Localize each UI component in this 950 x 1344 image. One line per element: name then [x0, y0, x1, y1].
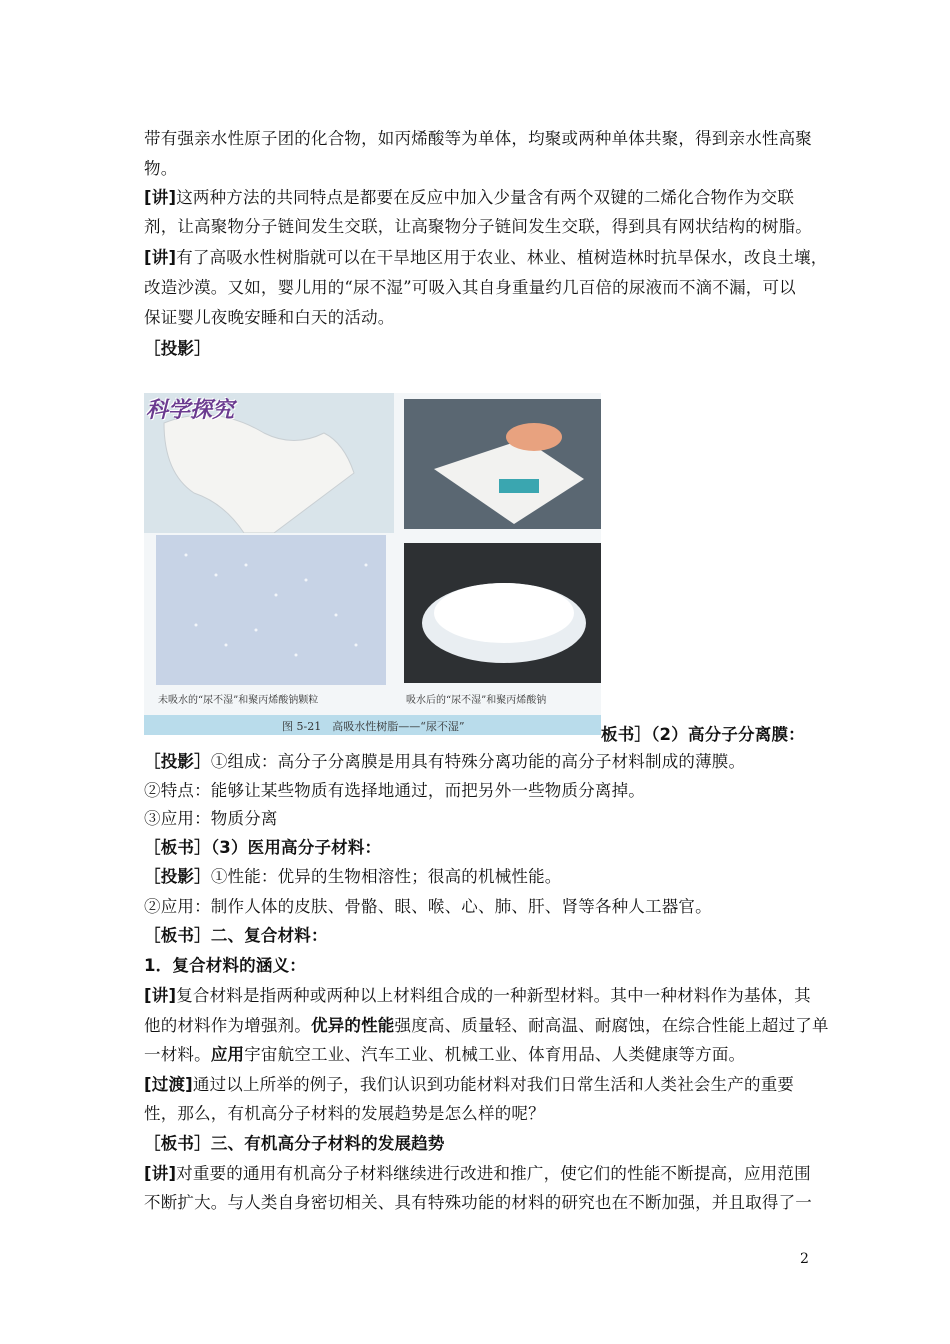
paragraph-touying-1 [144, 751, 745, 773]
text: ①组成：高分子分离膜是用具有特殊分离功能的高分子材料制成的薄膜。 [210, 752, 746, 771]
paragraph-jiang-1 [144, 187, 794, 209]
photo-dry-granules [156, 535, 386, 685]
text: 对重要的通用有机高分子材料继续进行改进和推广，使它们的性能不断提高，应用范围 [176, 1164, 811, 1183]
paragraph-guodu [144, 1074, 794, 1096]
text: 复合材料是指两种或两种以上材料组合成的一种新型材料。其中一种材料作为基体，其 [176, 986, 811, 1005]
text-line: 不断扩大。与人类自身密切相关、具有特殊功能的材料的研究也在不断加强，并且取得了一 [144, 1193, 812, 1212]
tag-jiang: [讲] [144, 986, 177, 1005]
paragraph-touying-2 [144, 866, 562, 888]
figure-caption: 图 5-21 高吸水性树脂——“尿不湿” [282, 720, 465, 733]
banshu-heading-er [144, 925, 328, 947]
text: （2）高分子分离膜： [651, 725, 805, 744]
text: 强度高、质量轻、耐高温、耐腐蚀，在综合性能上超过了单 [394, 1016, 829, 1035]
text-line: 保证婴儿夜晚安睡和白天的活动。 [144, 308, 395, 327]
tag-jiang: [讲] [144, 248, 177, 267]
text: 他的材料作为增强剂。 [144, 1016, 311, 1035]
photo-gel-dish [404, 543, 601, 683]
text-line-properties [144, 1015, 829, 1037]
text: 通过以上所举的例子，我们认识到功能材料对我们日常生活和人类社会生产的重要 [192, 1075, 795, 1094]
figure-caption-bar [144, 715, 601, 735]
text-line: 改造沙漠。又如，婴儿用的“尿不湿”可吸入其自身重量约几百倍的尿液而不滴不漏，可以 [144, 278, 796, 297]
tag-touying: ［投影］ [144, 339, 211, 358]
figure-stamp: 科学探究 [146, 397, 235, 423]
paragraph-jiang-4 [144, 1163, 811, 1185]
tag-guodu: [过渡] [144, 1075, 193, 1094]
photo-hands-diaper [404, 399, 601, 529]
figure-sublabel-right: 吸水后的“尿不湿”和聚丙烯酸钠 [406, 695, 547, 706]
text-line: 物。 [144, 159, 178, 178]
term-properties: 优异的性能 [311, 1016, 395, 1035]
text-line: ②应用：制作人体的皮肤、骨骼、眼、喉、心、肺、肝、肾等各种人工器官。 [144, 897, 712, 916]
banshu-heading-3 [144, 837, 381, 859]
diaper-figure [144, 393, 601, 735]
text: ①性能：优异的生物相溶性；很高的机械性能。 [210, 867, 562, 886]
term-application: 应用 [210, 1045, 245, 1064]
text: 宇宙航空工业、汽车工业、机械工业、体育用品、人类健康等方面。 [244, 1045, 746, 1064]
banshu-heading-2 [601, 724, 805, 746]
text: 这两种方法的共同特点是都要在反应中加入少量含有两个双键的二烯化合物作为交联 [176, 188, 795, 207]
tag-jiang: [讲] [144, 188, 177, 207]
paragraph-jiang-3 [144, 985, 811, 1007]
banshu-heading-san [144, 1133, 445, 1155]
text-line: ③应用：物质分离 [144, 809, 278, 828]
text-line-application [144, 1044, 745, 1066]
tag-banshu: ［板书］ [144, 1134, 211, 1153]
tag-banshu: ［板书］ [144, 926, 211, 945]
text: 有了高吸水性树脂就可以在干旱地区用于农业、林业、植树造林时抗旱保水，改良土壤， [176, 248, 828, 267]
text-line: ②特点：能够让某些物质有选择地通过，而把另外一些物质分离掉。 [144, 781, 645, 800]
tag-banshu-close: 板书］ [601, 725, 652, 744]
text: （3）医用高分子材料： [210, 838, 382, 857]
text-line: 剂，让高聚物分子链间发生交联，让高聚物分子链间发生交联，得到具有网状结构的树脂。 [144, 217, 812, 236]
text: 一材料。 [144, 1045, 211, 1064]
tag-touying: ［投影］ [144, 752, 211, 771]
text-line: 性，那么，有机高分子材料的发展趋势是怎么样的呢？ [144, 1104, 545, 1123]
text-line: 带有强亲水性原子团的化合物，如丙烯酸等为单体，均聚或两种单体共聚，得到亲水性高聚 [144, 129, 812, 148]
tag-touying: ［投影］ [144, 867, 211, 886]
tag-banshu: ［板书］ [144, 838, 211, 857]
figure-sublabel-left: 未吸水的“尿不湿”和聚丙烯酸钠颗粒 [158, 695, 319, 706]
page-number: 2 [800, 1251, 809, 1267]
text: 三、有机高分子材料的发展趋势 [210, 1134, 445, 1153]
tag-jiang: [讲] [144, 1164, 177, 1183]
heading-composite-meaning: 1．复合材料的涵义： [144, 956, 306, 975]
paragraph-jiang-2 [144, 247, 828, 269]
text: 二、复合材料： [210, 926, 328, 945]
